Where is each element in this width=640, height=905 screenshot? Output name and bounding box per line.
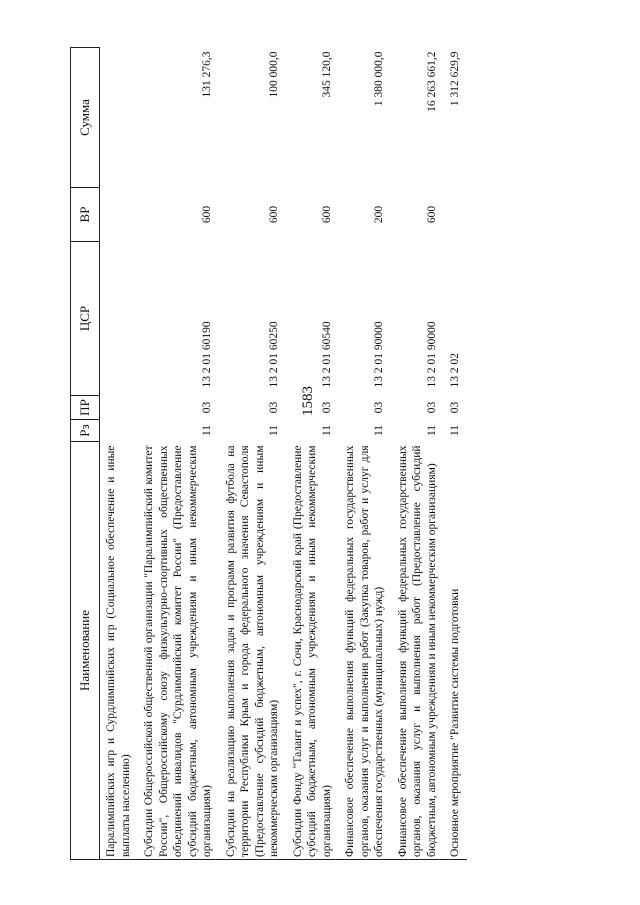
table-row: [391, 48, 444, 860]
row-pr: 03: [449, 401, 461, 414]
row-pr: [100, 396, 138, 420]
row-sum: 100 000,0: [268, 51, 280, 98]
row-rz: 11: [449, 424, 461, 437]
row-csr: 13 2 01 90000: [425, 321, 438, 388]
row-vr: 600: [268, 205, 280, 224]
row-csr: [100, 242, 138, 396]
row-vr: 600: [320, 205, 333, 224]
row-sum: 1 312 629,9: [449, 51, 461, 107]
row-vr: 200: [373, 205, 385, 224]
row-rz: [100, 420, 138, 442]
row-csr: 13 2 01 60190: [201, 321, 213, 388]
header-rz: Рз: [71, 420, 100, 442]
table-row: [219, 48, 286, 860]
row-rz: 11: [425, 424, 438, 437]
row-vr: [100, 188, 138, 242]
header-sum: Сумма: [71, 48, 100, 188]
row-name: Субсидии на реализацию выполнения задач и программ развития футбола на территории Республики Крым и города федерального значения Севастополя (Предоставление субсидий бюджетным, автономным учреждениям и иным некоммерческим организациям): [219, 442, 286, 860]
row-csr: 13 2 01 60250: [268, 321, 280, 388]
row-sum: [100, 48, 138, 188]
row-name: Субсидии Общероссийской общественной организации "Паралимпийский комитет России", Общероссийскому союзу физкультурно-спортивных общественных объединений инвалидов "Сурдлимпийский комитет России" (Предоставление субсидий бюджетным, автономным учреждениям и иным некоммерческим организациям): [137, 442, 219, 860]
row-sum: 16 263 661,2: [425, 51, 438, 112]
row-sum: 345 120,0: [320, 51, 333, 98]
row-name: Финансовое обеспечение выполнения функций федеральных государственных органов, оказания услуг и выполнения работ (Закупка товаров, работ и услуг для обеспечения государственных (муниципальных) нужд): [338, 442, 391, 860]
row-pr: 03: [268, 401, 280, 414]
row-name: Субсидии Фонду "Талант и успех", г. Сочи, Краснодарский край (Предоставление субсидий бюджетным, автономным учреждениям и иным некоммерческим организациям): [286, 442, 339, 860]
table-row: [443, 48, 467, 860]
row-rz: 11: [268, 424, 280, 437]
table-row: [100, 48, 138, 860]
row-vr: [443, 188, 467, 242]
table-row: [286, 48, 339, 860]
row-name: Основное мероприятие "Развитие системы подготовки: [443, 442, 467, 860]
row-rz: 11: [201, 424, 213, 437]
header-csr: ЦСР: [71, 242, 100, 396]
budget-table: [70, 47, 467, 860]
row-csr: 13 2 01 60540: [320, 321, 333, 388]
row-name: Финансовое обеспечение выполнения функций федеральных государственных органов, оказания услуг и выполнения работ (Предоставление субсидий бюджетным, автономным учреждениям и иным некоммерческим организациям): [391, 442, 444, 860]
row-csr: 13 2 02: [449, 353, 461, 388]
row-pr: 03: [201, 401, 213, 414]
row-rz: 11: [373, 424, 385, 437]
budget-document-page: [70, 48, 618, 860]
table-header-row: [71, 48, 100, 860]
row-vr: 600: [201, 205, 213, 224]
header-vr: ВР: [71, 188, 100, 242]
row-csr: 13 2 01 90000: [373, 321, 385, 388]
row-sum: 1 380 000,0: [373, 51, 385, 107]
row-sum: 131 276,3: [201, 51, 213, 98]
header-name: Наименование: [71, 442, 100, 860]
row-pr: 03: [373, 401, 385, 414]
row-pr: 03: [425, 401, 438, 414]
table-row: [338, 48, 391, 860]
row-pr: 03: [320, 401, 333, 414]
row-rz: 11: [320, 424, 333, 437]
row-vr: 600: [425, 205, 438, 224]
page-number: 1583: [300, 386, 316, 416]
row-name: Паралимпийских игр и Сурдлимпийских игр (Социальное обеспечение и иные выплаты населению): [100, 442, 138, 860]
header-pr: ПР: [71, 396, 100, 420]
table-row: [137, 48, 219, 860]
